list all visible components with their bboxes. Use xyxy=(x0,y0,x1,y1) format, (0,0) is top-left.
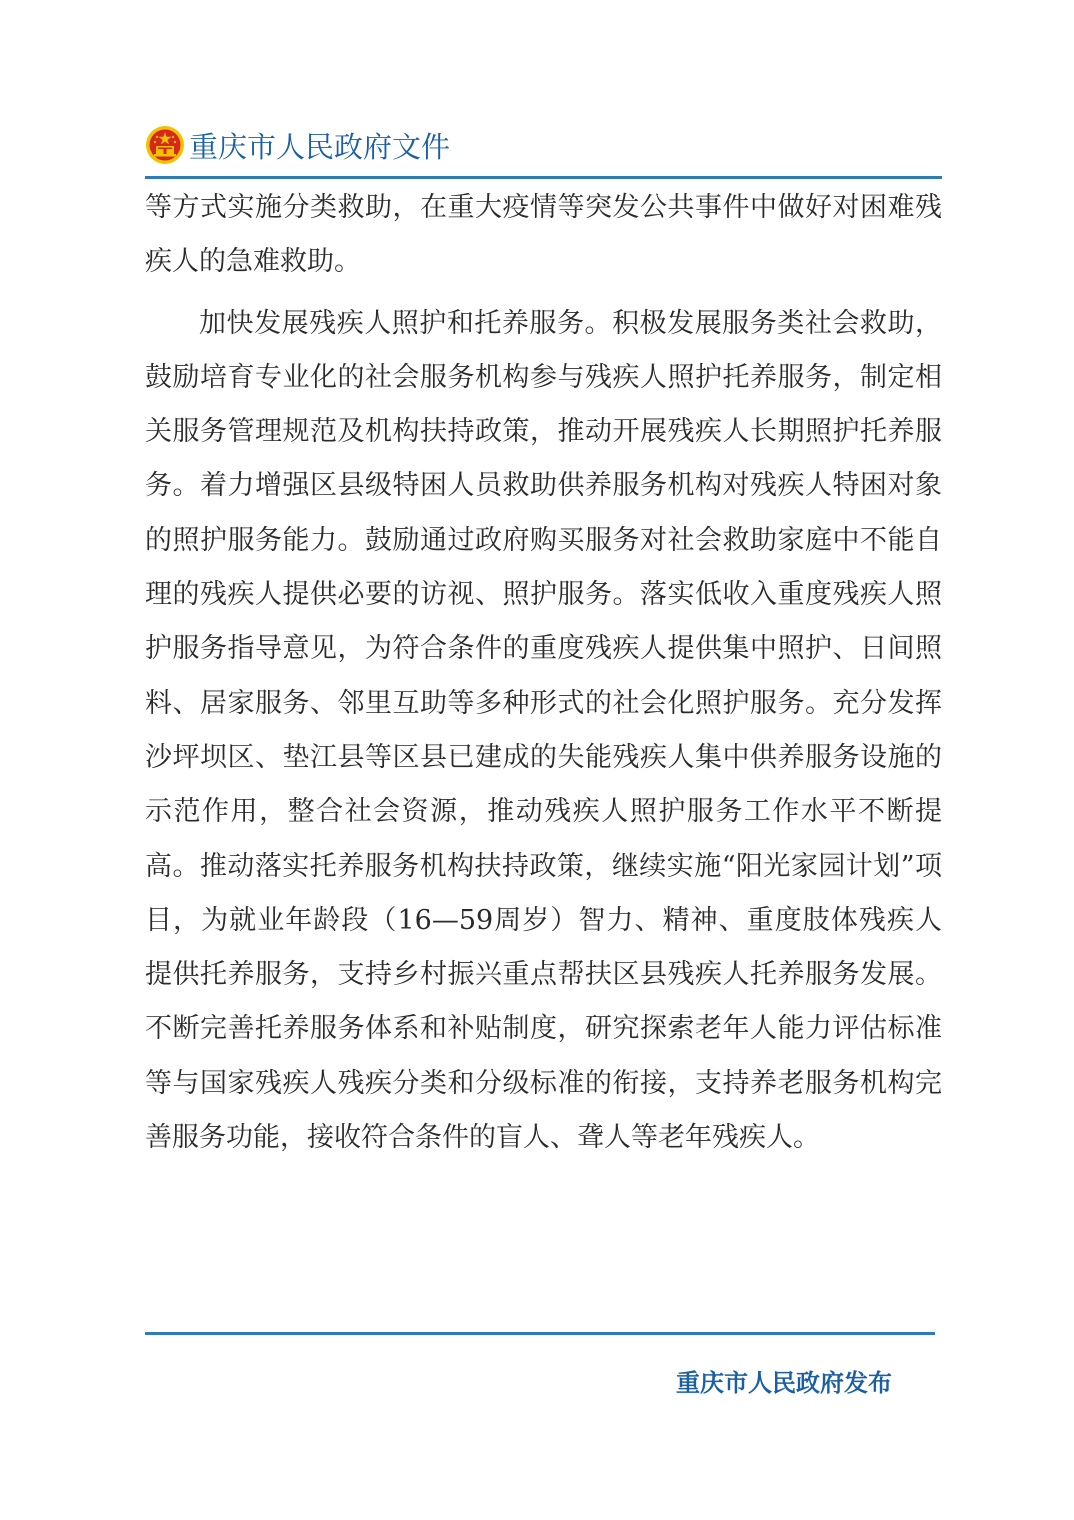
paragraph: 加快发展残疾人照护和托养服务。积极发展服务类社会救助，鼓励培育专业化的社会服务机构参与残疾人照护托养服务，制定相关服务管理规范及机构扶持政策，推动开展残疾人长期照护托养服务。着力增强区县级特困人员救助供养服务机构对残疾人特困对象的照护服务能力。鼓励通过政府购买服务对社会救助家庭中不能自理的残疾人提供必要的访视、照护服务。落实低收入重度残疾人照护服务指导意见，为符合条件的重度残疾人提供集中照护、日间照料、居家服务、邻里互助等多种形式的社会化照护服务。充分发挥沙坪坝区、垫江县等区县已建成的失能残疾人集中供养服务设施的示范作用，整合社会资源，推动残疾人照护服务工作水平不断提高。推动落实托养服务机构扶持政策，继续实施“阳光家园计划”项目，为就业年龄段（16—59周岁）智力、精神、重度肢体残疾人提供托养服务，支持乡村振兴重点帮扶区县残疾人托养服务发展。不断完善托养服务体系和补贴制度，研究探索老年人能力评估标准等与国家残疾人残疾分类和分级标准的衔接，支持养老服务机构完善服务功能，接收符合条件的盲人、聋人等老年残疾人。 xyxy=(145,307,942,1154)
national-emblem-icon xyxy=(145,125,185,165)
footer-divider xyxy=(145,1332,935,1335)
paragraph: 等方式实施分类救助，在重大疫情等突发公共事件中做好对困难残疾人的急难救助。 xyxy=(145,192,942,278)
document-header xyxy=(145,122,450,168)
footer-publisher: 重庆市人民政府发布 xyxy=(676,1369,892,1397)
document-body xyxy=(145,181,942,1165)
header-divider xyxy=(145,176,942,179)
header-title: 重庆市人民政府文件 xyxy=(189,129,451,164)
